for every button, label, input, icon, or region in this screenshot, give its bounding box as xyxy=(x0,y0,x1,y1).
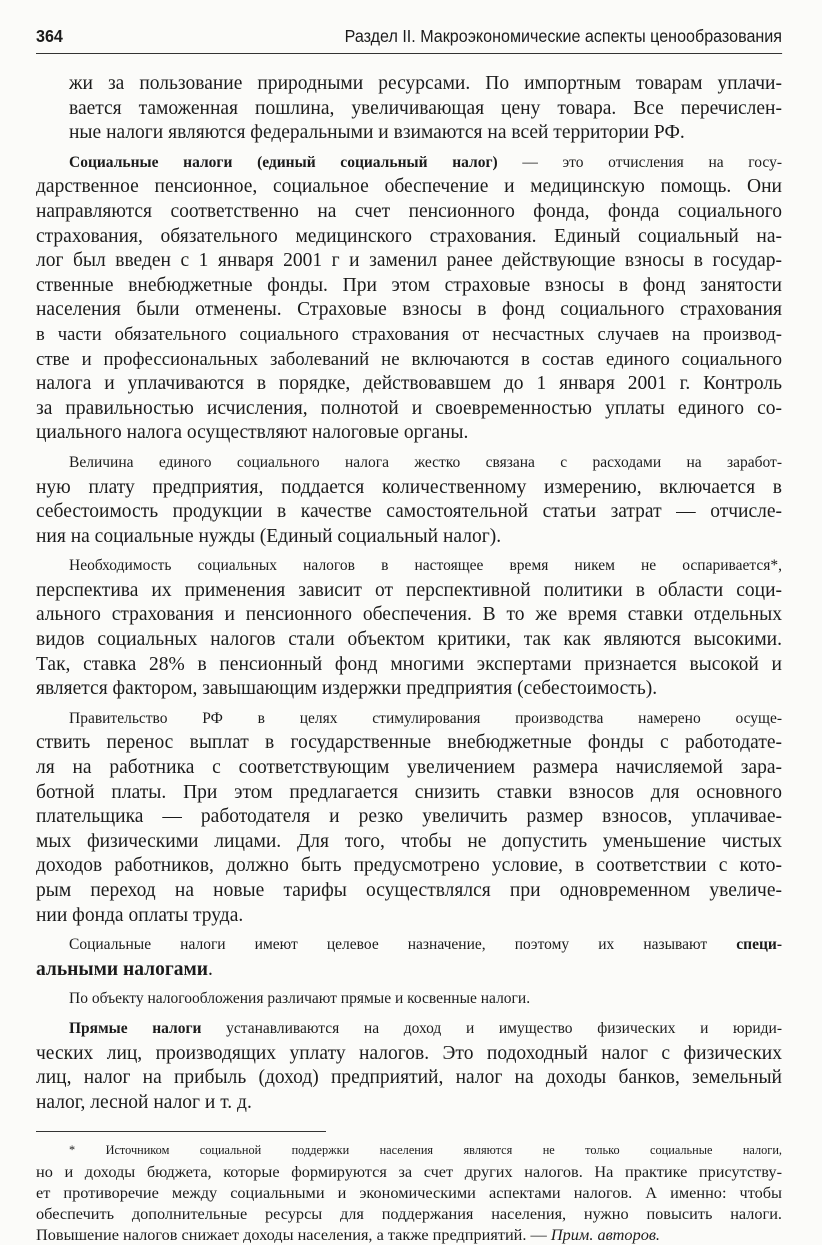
text-line: ственные внебюджетные фонды. При этом страховые взносы в фонд занятости xyxy=(36,274,782,296)
text-line: Социальные налоги (единый социальный налог) — это отчисления на госу- xyxy=(69,153,783,171)
text-line: рым переход на новые тарифы осуществлялся при одновременном увеличе- xyxy=(36,880,782,901)
text-line: лиц, налог на прибыль (доход) предприятий, налог на доходы банков, земельный xyxy=(36,1067,782,1089)
text-line: перспектива их применения зависит от перспективной политики в области соци- xyxy=(36,579,782,601)
text-line: налог, лесной налог и т. д. xyxy=(36,1091,252,1113)
footnote-line: * Источником социальной поддержки населения являются не только социальные налоги, xyxy=(69,1143,782,1158)
text-line: циального налога осуществляют налоговые органы. xyxy=(36,422,469,444)
paragraph-direct-taxes xyxy=(36,1017,782,1115)
paragraph-classification xyxy=(36,987,782,1012)
paragraph-special-taxes xyxy=(36,933,782,982)
text-line: страхования, обязательного медицинского страхования. Единый социальный на- xyxy=(36,225,782,247)
paragraph-necessity xyxy=(36,554,782,702)
text-line: налога и уплачиваются в порядке, действовавшем до 1 января 2001 г. Контроль xyxy=(36,373,782,395)
term-social-taxes: Социальные налоги (единый социальный налог) xyxy=(69,153,498,171)
text-line: По объекту налогообложения различают прямые и косвенные налоги. xyxy=(69,990,531,1008)
paragraph-esn-value xyxy=(36,451,782,549)
text-line: ную плату предприятия, поддается количественному измерению, включается в xyxy=(36,476,782,498)
text-line: плательщика — работодателя и резко увеличить размер взносов, уплачивае- xyxy=(36,806,782,828)
text-line: себестоимость продукции в качестве самостоятельной статьи затрат — отчисле- xyxy=(36,501,782,523)
footnote-line: Повышение налогов снижает доходы населения, а также предприятий. — Прим. авторов. xyxy=(36,1225,660,1245)
text-line: альными налогами. xyxy=(36,958,213,980)
text-line: Величина единого социального налога жестко связана с расходами на заработ- xyxy=(69,453,782,471)
text-line: Прямые налоги устанавливаются на доход и имущество физических и юриди- xyxy=(69,1019,783,1037)
text-line: ля на работника с соответствующим увеличением размера начисляемой зара- xyxy=(36,757,782,779)
book-page xyxy=(36,26,782,1245)
text-line: вается таможенная пошлина, увеличивающая цену товара. Все перечислен- xyxy=(69,97,782,119)
text-line: стве и профессиональных заболеваний не включаются в состав единого социального xyxy=(36,348,782,370)
paragraph-government xyxy=(36,707,782,928)
text-line: ального страхования и пенсионного обеспечения. В то же время ставки отдельных xyxy=(36,604,782,626)
text-line: лог был введен с 1 января 2001 г и заменил ранее действующие взносы в государ- xyxy=(36,250,782,272)
text-line: ствить перенос выплат в государственные внебюджетные фонды с работодате- xyxy=(36,732,782,754)
page-number: 364 xyxy=(36,26,63,46)
paragraph-social-taxes xyxy=(36,151,782,446)
running-header xyxy=(36,26,782,54)
text-line: видов социальных налогов стали объектом критики, так как являются высокими. xyxy=(36,629,782,651)
footnote-line: но и доходы бюджета, которые формируются за счет других налогов. На практике присутству- xyxy=(36,1162,782,1182)
text-line: направляются соответственно на счет пенсионного фонда, фонда социального xyxy=(36,200,782,222)
text-line: нии фонда оплаты труда. xyxy=(36,904,244,926)
footnote-line: ет противоречие между социальными и экономическими аспектами налогов. А именно: чтобы xyxy=(36,1183,782,1203)
text-line: ческих лиц, производящих уплату налогов. Это подоходный налог с физических xyxy=(36,1042,782,1064)
text-line: за правильностью исчисления, полнотой и своевременностью уплаты единого со- xyxy=(36,397,782,419)
text-line: мых физическими лицами. Для того, чтобы не допустить уменьшение чистых xyxy=(36,830,782,852)
text-line: в части обязательного социального страхования от несчастных случаев на производ- xyxy=(36,323,782,345)
text-line: Так, ставка 28% в пенсионный фонд многими экспертами признается высокой и xyxy=(36,653,782,675)
text-line: является фактором, завышающим издержки предприятия (себестоимость). xyxy=(36,678,658,700)
text-line: Правительство РФ в целях стимулирования производства намерено осуще- xyxy=(69,709,782,727)
text-line: Социальные налоги имеют целевое назначение, поэтому их называют специ- xyxy=(69,936,782,954)
paragraph-continuation xyxy=(36,72,782,146)
term-direct-taxes: Прямые налоги xyxy=(69,1019,202,1037)
text-line: ботной платы. При этом предлагается снизить ставки взносов для основного xyxy=(36,781,782,803)
text-line: дарственное пенсионное, социальное обеспечение и медицинскую помощь. Они xyxy=(36,176,782,198)
text-line: ные налоги являются федеральными и взимаются на всей территории РФ. xyxy=(69,122,685,144)
text-line: жи за пользование природными ресурсами. По импортным товарам уплачи- xyxy=(69,73,782,94)
term-special-taxes-part2: альными налогами xyxy=(36,958,208,980)
text-line: населения были отменены. Страховые взносы в фонд социального страхования xyxy=(36,299,782,321)
text-line: ния на социальные нужды (Единый социальный налог). xyxy=(36,525,502,547)
term-special-taxes-part1: специ- xyxy=(736,936,782,954)
text-line: доходов работников, должно быть предусмотрено условие, в соответствии с кото- xyxy=(36,855,782,877)
footnote-line: обеспечить дополнительные ресурсы для поддержания населения, нужно повысить налоги. xyxy=(36,1204,782,1224)
footnote-separator xyxy=(36,1131,326,1132)
footnote xyxy=(36,1140,782,1245)
text-line: Необходимость социальных налогов в настоящее время никем не оспаривается*, xyxy=(69,557,782,575)
running-title: Раздел II. Макроэкономические аспекты ценообразования xyxy=(344,26,783,46)
main-text xyxy=(36,72,782,1115)
authors-note: Прим. авторов. xyxy=(550,1225,660,1245)
